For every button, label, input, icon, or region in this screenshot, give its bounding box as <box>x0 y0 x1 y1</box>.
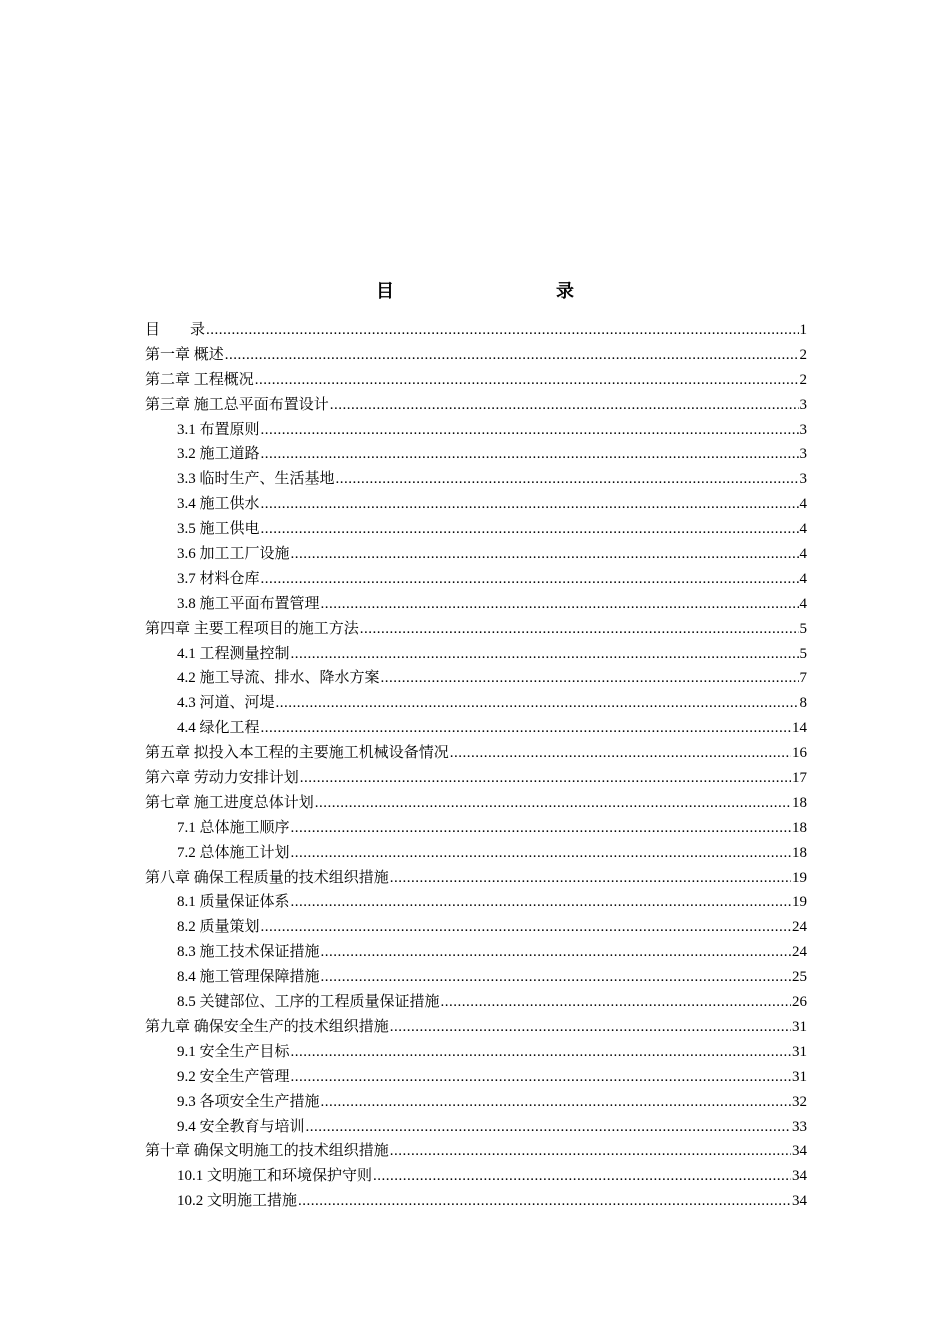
toc-entry[interactable] <box>145 1065 807 1090</box>
dot-leader <box>306 1115 791 1140</box>
toc-entry[interactable] <box>145 542 807 567</box>
dot-leader <box>261 716 791 741</box>
toc-entry-label: 4.1 工程测量控制 <box>177 645 290 662</box>
toc-entry-label: 7.2 总体施工计划 <box>177 844 290 861</box>
toc-entry-label: 8.5 关键部位、工序的工程质量保证措施 <box>177 994 440 1011</box>
toc-entry[interactable] <box>145 791 807 816</box>
toc-entry-label: 3.4 施工供水 <box>177 496 260 513</box>
toc-entry[interactable] <box>145 1164 807 1189</box>
toc-entry-page-number: 18 <box>792 844 807 861</box>
toc-entry-label: 9.3 各项安全生产措施 <box>177 1093 320 1110</box>
toc-entry-label: 第七章 施工进度总体计划 <box>145 794 314 811</box>
toc-entry-page-number: 1 <box>799 322 807 338</box>
dot-leader <box>291 816 791 841</box>
toc-entry-page-number: 5 <box>799 620 807 637</box>
table-of-contents <box>145 318 807 1214</box>
toc-entry[interactable] <box>145 1015 807 1040</box>
dot-leader <box>291 642 799 667</box>
toc-entry[interactable] <box>145 418 807 443</box>
toc-entry-label: 3.7 材料仓库 <box>177 570 260 587</box>
toc-entry-label: 8.3 施工技术保证措施 <box>177 944 320 961</box>
dot-leader <box>321 965 791 990</box>
dot-leader <box>390 1015 791 1040</box>
toc-entry[interactable] <box>145 393 807 418</box>
toc-entry-page-number: 19 <box>792 894 807 911</box>
dot-leader <box>441 990 791 1015</box>
toc-entry-label: 3.5 施工供电 <box>177 521 260 538</box>
toc-entry-page-number: 4 <box>799 496 807 513</box>
dot-leader <box>321 1090 791 1115</box>
toc-entry-label: 3.1 布置原则 <box>177 421 260 438</box>
toc-entry-page-number: 24 <box>792 944 807 961</box>
dot-leader <box>206 318 798 343</box>
toc-entry-label: 4.2 施工导流、排水、降水方案 <box>177 670 380 687</box>
toc-entry[interactable] <box>145 990 807 1015</box>
toc-entry-label: 9.4 安全教育与培训 <box>177 1118 305 1135</box>
dot-leader <box>291 841 791 866</box>
dot-leader <box>261 517 799 542</box>
toc-entry-page-number: 34 <box>792 1168 807 1185</box>
toc-entry[interactable] <box>145 1040 807 1065</box>
dot-leader <box>261 442 799 467</box>
toc-entry[interactable] <box>145 642 807 667</box>
toc-entry-page-number: 2 <box>799 371 807 388</box>
toc-entry[interactable] <box>145 318 807 343</box>
dot-leader <box>390 1139 791 1164</box>
toc-entry[interactable] <box>145 965 807 990</box>
dot-leader <box>225 343 799 368</box>
dot-leader <box>381 666 799 691</box>
toc-entry-page-number: 32 <box>792 1093 807 1110</box>
toc-entry-page-number: 4 <box>799 521 807 538</box>
toc-entry-page-number: 31 <box>792 1018 807 1035</box>
toc-entry[interactable] <box>145 1189 807 1214</box>
dot-leader <box>261 418 799 443</box>
toc-entry-page-number: 34 <box>792 1193 807 1210</box>
dot-leader <box>291 542 799 567</box>
toc-entry[interactable] <box>145 617 807 642</box>
toc-entry-page-number: 33 <box>792 1118 807 1135</box>
dot-leader <box>291 1040 791 1065</box>
toc-entry[interactable] <box>145 890 807 915</box>
toc-entry[interactable] <box>145 915 807 940</box>
toc-entry-label: 3.6 加工工厂设施 <box>177 546 290 563</box>
dot-leader <box>315 791 791 816</box>
toc-entry-page-number: 5 <box>799 645 807 662</box>
toc-entry-label: 第五章 拟投入本工程的主要施工机械设备情况 <box>145 745 449 762</box>
toc-entry[interactable] <box>145 492 807 517</box>
toc-entry-page-number: 3 <box>799 396 807 413</box>
toc-entry-label: 8.2 质量策划 <box>177 919 260 936</box>
toc-entry[interactable] <box>145 741 807 766</box>
toc-entry-label: 9.1 安全生产目标 <box>177 1043 290 1060</box>
toc-entry[interactable] <box>145 716 807 741</box>
toc-entry-page-number: 8 <box>799 695 807 712</box>
toc-entry-page-number: 34 <box>792 1143 807 1160</box>
toc-entry-page-number: 31 <box>792 1068 807 1085</box>
toc-entry-page-number: 3 <box>799 471 807 488</box>
dot-leader <box>255 368 799 393</box>
toc-entry[interactable] <box>145 1139 807 1164</box>
toc-entry-label: 第一章 概述 <box>145 346 224 363</box>
toc-entry[interactable] <box>145 442 807 467</box>
toc-entry-label: 第三章 施工总平面布置设计 <box>145 396 329 413</box>
dot-leader <box>261 915 791 940</box>
toc-entry[interactable] <box>145 816 807 841</box>
toc-entry-page-number: 18 <box>792 819 807 836</box>
toc-entry-page-number: 7 <box>799 670 807 687</box>
toc-entry-label: 第九章 确保安全生产的技术组织措施 <box>145 1018 389 1035</box>
dot-leader <box>261 567 799 592</box>
toc-entry-page-number: 4 <box>799 570 807 587</box>
dot-leader <box>360 617 799 642</box>
toc-entry[interactable] <box>145 467 807 492</box>
toc-entry-page-number: 31 <box>792 1043 807 1060</box>
toc-entry[interactable] <box>145 841 807 866</box>
toc-entry-label: 3.3 临时生产、生活基地 <box>177 471 335 488</box>
dot-leader <box>373 1164 791 1189</box>
toc-entry[interactable] <box>145 567 807 592</box>
dot-leader <box>300 766 791 791</box>
toc-entry[interactable] <box>145 343 807 368</box>
dot-leader <box>298 1189 791 1214</box>
toc-entry-page-number: 4 <box>799 546 807 563</box>
toc-entry-page-number: 24 <box>792 919 807 936</box>
page-title: 目 录 <box>376 281 616 301</box>
toc-entry[interactable] <box>145 1090 807 1115</box>
toc-entry-page-number: 18 <box>792 794 807 811</box>
toc-entry-label: 第八章 确保工程质量的技术组织措施 <box>145 869 389 886</box>
toc-entry[interactable] <box>145 866 807 891</box>
toc-entry-label: 8.4 施工管理保障措施 <box>177 969 320 986</box>
dot-leader <box>330 393 799 418</box>
dot-leader <box>291 890 791 915</box>
dot-leader <box>261 492 799 517</box>
toc-entry-label: 4.3 河道、河堤 <box>177 695 275 712</box>
dot-leader <box>276 691 799 716</box>
toc-entry-page-number: 19 <box>792 869 807 886</box>
dot-leader <box>321 592 799 617</box>
dot-leader <box>291 1065 791 1090</box>
toc-entry[interactable] <box>145 592 807 617</box>
toc-entry-page-number: 3 <box>799 421 807 438</box>
toc-entry[interactable] <box>145 940 807 965</box>
toc-entry-label: 7.1 总体施工顺序 <box>177 819 290 836</box>
toc-entry-label: 4.4 绿化工程 <box>177 720 260 737</box>
toc-entry-page-number: 16 <box>792 745 807 762</box>
toc-entry-page-number: 2 <box>799 346 807 363</box>
dot-leader <box>450 741 791 766</box>
toc-entry[interactable] <box>145 368 807 393</box>
toc-entry-label: 9.2 安全生产管理 <box>177 1068 290 1085</box>
dot-leader <box>336 467 799 492</box>
toc-entry-page-number: 25 <box>792 969 807 986</box>
toc-entry-page-number: 17 <box>792 770 807 787</box>
toc-entry[interactable] <box>145 691 807 716</box>
toc-entry[interactable] <box>145 666 807 691</box>
toc-entry-page-number: 3 <box>799 446 807 463</box>
toc-entry-label: 第二章 工程概况 <box>145 371 254 388</box>
toc-entry[interactable] <box>145 1115 807 1140</box>
toc-entry-page-number: 26 <box>792 994 807 1011</box>
toc-entry-label: 3.8 施工平面布置管理 <box>177 595 320 612</box>
toc-entry[interactable] <box>145 517 807 542</box>
toc-entry-label: 目 录 <box>145 322 206 338</box>
dot-leader <box>321 940 791 965</box>
toc-entry-page-number: 14 <box>792 720 807 737</box>
toc-entry[interactable] <box>145 766 807 791</box>
toc-entry-label: 10.1 文明施工和环境保护守则 <box>177 1168 373 1185</box>
toc-entry-label: 第十章 确保文明施工的技术组织措施 <box>145 1143 389 1160</box>
toc-entry-label: 第四章 主要工程项目的施工方法 <box>145 620 359 637</box>
toc-entry-label: 3.2 施工道路 <box>177 446 260 463</box>
toc-entry-label: 8.1 质量保证体系 <box>177 894 290 911</box>
toc-entry-label: 第六章 劳动力安排计划 <box>145 770 299 787</box>
toc-entry-label: 10.2 文明施工措施 <box>177 1193 298 1210</box>
toc-entry-page-number: 4 <box>799 595 807 612</box>
dot-leader <box>390 866 791 891</box>
